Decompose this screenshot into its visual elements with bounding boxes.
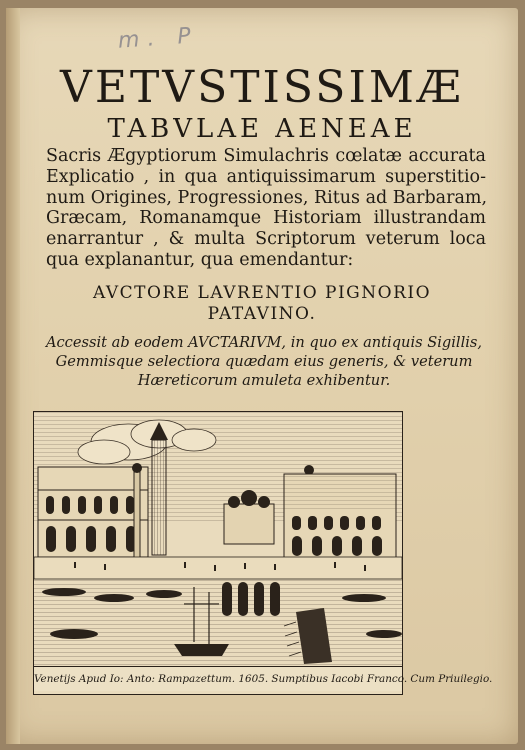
author-line: AVCTORE LAVRENTIO PIGNORIO xyxy=(92,283,432,303)
handwritten-mark: m. P xyxy=(117,23,200,54)
description-line: Explicatio , in qua antiquissimarum superstitio- xyxy=(46,166,486,187)
addendum-line: Gemmisque selectiora quædam eius generis, & veterum xyxy=(55,353,473,370)
addendum-block xyxy=(38,333,490,390)
description-line: qua explanantur, qua emendantur: xyxy=(46,249,354,270)
main-title: VETVSTISSIMÆ xyxy=(60,62,464,113)
description-line: enarrantur , & multa Scriptorum veterum loca xyxy=(46,229,486,250)
subtitle: TABVLAE AENEAE xyxy=(107,114,417,144)
imprint-line: Venetijs Apud Io: Anto: Rampazettum. 1605. Sumptibus Iacobi Franco. Cum Priuilegio. xyxy=(34,666,402,691)
description-line: num Origines, Progressiones, Ritus ad Barbaram, xyxy=(46,187,488,208)
addendum-line: Accessit ab eodem AVCTARIVM, in quo ex antiquis Sigillis, xyxy=(45,334,483,351)
title-page xyxy=(6,8,518,744)
addendum-line: Hæreticorum amuleta exhibentur. xyxy=(137,372,391,389)
description-line: Sacris Ægyptiorum Simulachris cœlatæ accurata xyxy=(46,146,486,166)
venice-piazzetta-engraving xyxy=(34,412,402,668)
description-block xyxy=(46,146,486,271)
author-origin: PATAVINO. xyxy=(207,304,317,324)
engraving-illustration xyxy=(33,411,493,695)
description-line: Græcam, Romanamque Historiam illustrandam xyxy=(46,208,486,229)
